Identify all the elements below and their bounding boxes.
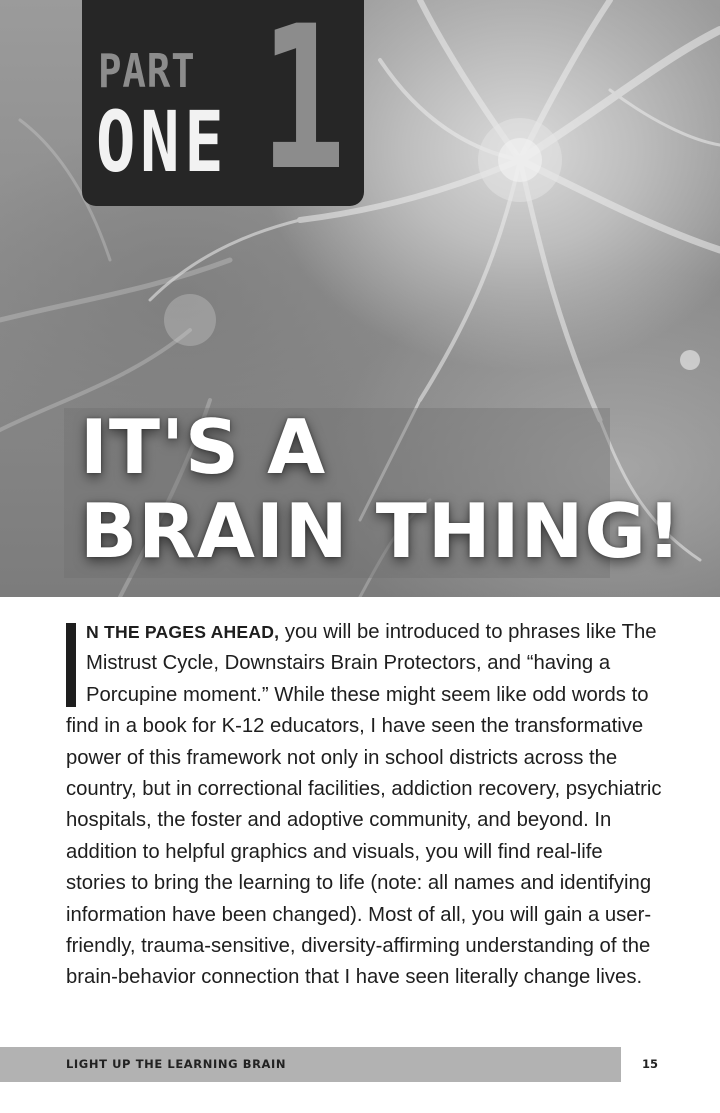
part-number-word: ONE xyxy=(96,93,229,191)
paragraph-text: you will be introduced to phrases like The Mistrust Cycle, Downstairs Brain Protectors, and “having a Porcupine moment.” While these might seem like odd words to find in a book for K-12 educators, I have seen the transformative power of this framework not only in school districts across the country, but in correctional facilities, addiction recovery, psychiatric hospitals, the foster and adoptive community, and beyond. In addition to helpful graphics and visuals, you will find real-life stories to bring the learning to life (note: all names and identifying information have been changed). Most of all, you will gain a user-friendly, trauma-sensitive, diversity-affirming understanding of the brain-behavior connection that I have seen literally change lives. xyxy=(66,621,662,989)
page-number: 15 xyxy=(642,1057,659,1071)
chapter-title-line-2: BRAIN THING! xyxy=(80,487,683,575)
chapter-title xyxy=(80,405,700,573)
part-label: PART xyxy=(98,44,196,98)
footer-book-title: LIGHT UP THE LEARNING BRAIN xyxy=(66,1057,287,1071)
part-numeral: 1 xyxy=(260,0,346,214)
part-one-badge xyxy=(82,0,364,214)
running-footer xyxy=(0,1047,621,1082)
chapter-title-line-1: IT'S A xyxy=(80,403,327,491)
lead-in-text: N THE PAGES AHEAD, xyxy=(86,622,280,642)
intro-paragraph xyxy=(66,617,666,994)
drop-cap-bar xyxy=(66,623,76,707)
